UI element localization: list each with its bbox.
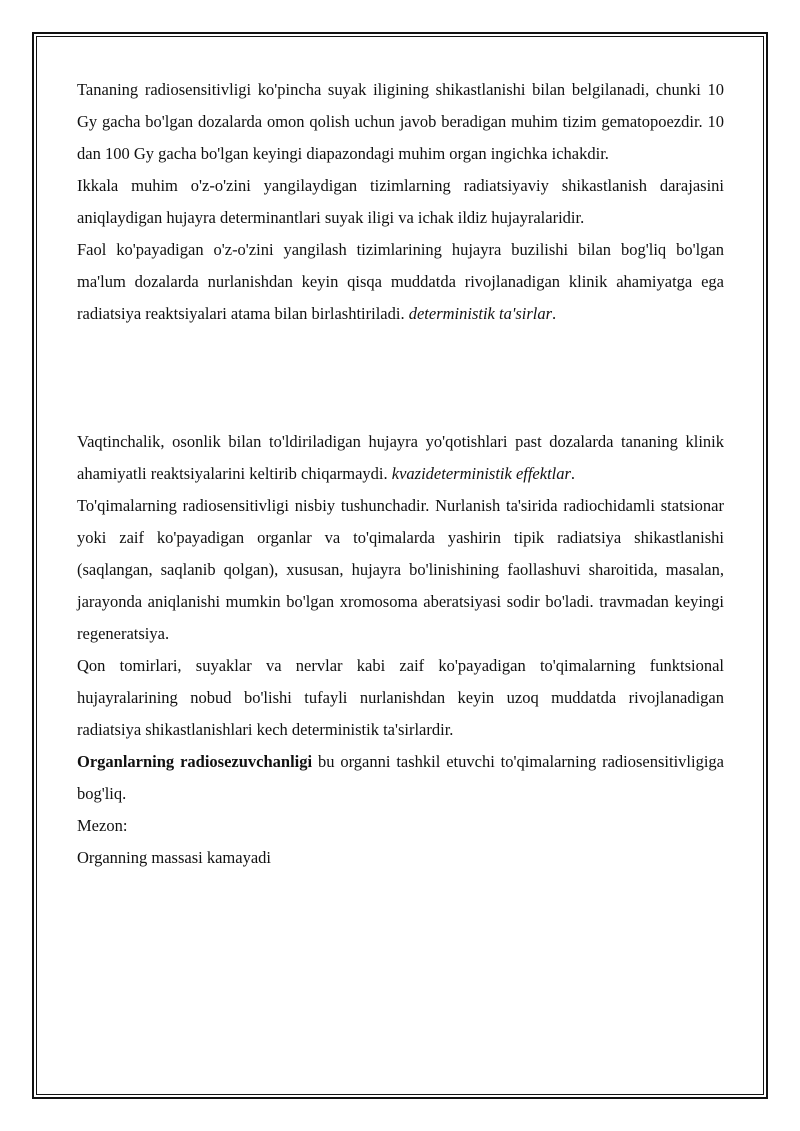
paragraph-stem-cells: Ikkala muhim o'z-o'zini yangilaydigan tizimlarning radiatsiyaviy shikastlanish darajasini aniqlaydigan hujayra determinantlari suyak iligi va ichak ildiz hujayralaridir. bbox=[77, 176, 724, 227]
paragraph-deterministic: Faol ko'payadigan o'z-o'zini yangilash tizimlarining hujayra buzilishi bilan bog'liq bo'lgan ma'lum dozalarda nurlanishdan keyin qisqa muddatda rivojlanadigan klinik ahamiyatga ega radiatsiya reaktsiyalari atama bilan birlashtiriladi. deterministik ta'sirlar. bbox=[77, 240, 724, 323]
paragraph-criterion: Mezon: bbox=[77, 816, 128, 835]
paragraph-organ-mass: Organning massasi kamayadi bbox=[77, 848, 271, 867]
term-quasideterministic: kvazideterministik effektlar bbox=[391, 464, 571, 483]
paragraph-organ-radiosensitivity bbox=[77, 746, 724, 810]
document-body bbox=[77, 74, 724, 874]
paragraph-hematopoiesis: Tananing radiosensitivligi ko'pincha suyak iligining shikastlanishi bilan belgilanadi, chunki 10 Gy gacha bo'lgan dozalarda omon qolish uchun javob beradigan muhim tizim gematopoezdir. 10 dan 100 Gy gacha bo'lgan keyingi diapazondagi muhim organ ingichka ichakdir. bbox=[77, 80, 724, 163]
term-deterministic: deterministik ta'sirlar bbox=[408, 304, 553, 323]
paragraph-organ-radiosensitivity-text: bu organni tashkil etuvchi to'qimalarning radiosensitivligiga bog'liq. bbox=[77, 752, 724, 803]
paragraph-late-effects: Qon tomirlari, suyaklar va nervlar kabi zaif ko'payadigan to'qimalarning funktsional hujayralarining nobud bo'lishi tufayli nurlanishdan keyin uzoq muddatda rivojlanadigan radiatsiya shikastlanishlari kech deterministik ta'sirlardir. bbox=[77, 656, 724, 739]
paragraph-quasideterministic: Vaqtinchalik, osonlik bilan to'ldiriladigan hujayra yo'qotishlari past dozalarda tananing klinik ahamiyatli reaktsiyalarini keltirib chiqarmaydi. kvazideterministik effektlar. bbox=[77, 432, 724, 483]
paragraph-deterministic-text: Faol ko'payadigan o'z-o'zini yangilash tizimlarining hujayra buzilishi bilan bog'liq bo'lgan ma'lum dozalarda nurlanishdan keyin qisqa muddatda rivojlanadigan klinik ahamiyatga ega radiatsiya reaktsiyalari atama bilan birlashtiriladi. bbox=[77, 240, 724, 323]
blank-space bbox=[77, 330, 724, 426]
term-organ-radiosensitivity: Organlarning radiosezuvchanligi bbox=[77, 752, 313, 771]
paragraph-quasideterministic-text: Vaqtinchalik, osonlik bilan to'ldiriladigan hujayra yo'qotishlari past dozalarda tananing klinik ahamiyatli reaktsiyalarini keltirib chiqarmaydi. bbox=[77, 432, 724, 483]
paragraph-tissue-radiosensitivity: To'qimalarning radiosensitivligi nisbiy tushunchadir. Nurlanish ta'sirida radiochidamli statsionar yoki zaif ko'payadigan organlar va to'qimalarda yashirin tipik radiatsiya shikastlanishi (saqlangan, saqlanib qolgan), xususan, hujayra bo'linishining faollashuvi sharoitida, masalan, jarayonda aniqlanishi mumkin bo'lgan xromosoma aberatsiyasi sodir bo'ladi. travmadan keyingi regeneratsiya. bbox=[77, 496, 724, 643]
